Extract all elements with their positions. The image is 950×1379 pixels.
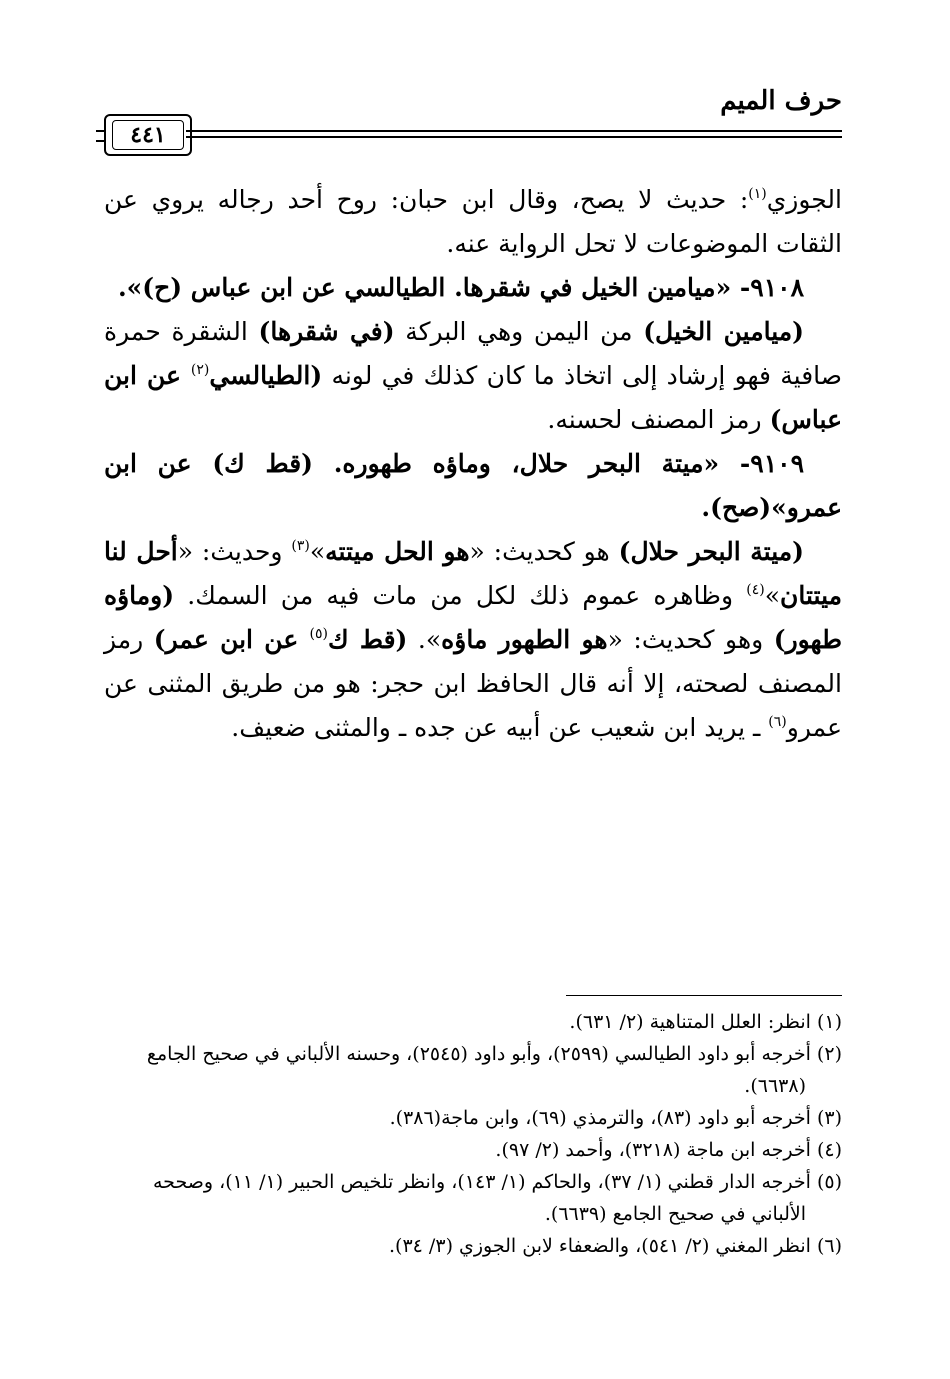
text-run: » [764,581,780,610]
text-run: ـ يريد ابن شعيب عن أبيه عن جده ـ والمثنى ضعيف. [231,713,769,742]
footnote-5 [104,1166,842,1198]
footnote-text: (٦) انظر المغني (٢/ ٥٤١)، والضعفاء لابن الجوزي (٣/ ٣٤). [389,1235,842,1257]
hadith-text: ٩١٠٩- «ميتة البحر حلال، وماؤه طهوره. (قط ك) عن ابن عمرو»(صح). [104,449,842,522]
commentary-9108 [104,310,842,442]
bold-term: هو الحل ميتته [325,537,470,566]
text-run: وحديث: « [177,537,292,566]
bold-term: عن ابن عمر) [153,625,310,654]
footnote-ref: (٦) [768,714,787,730]
footnote-5-continued [104,1198,842,1230]
main-text [104,178,842,750]
footnote-2-continued [104,1070,842,1102]
bold-term: هو الطهور ماؤه [441,625,608,654]
text-run: وهو كحديث: « [607,625,774,654]
text-run: » [309,537,326,566]
footnote-ref: (٢) [190,362,210,378]
footnote-text: (٣) أخرجه أبو داود (٨٣)، والترمذي (٦٩)، وابن ماجة(٣٨٦). [389,1107,842,1129]
footnote-text: (١) انظر: العلل المتناهية (٢/ ٦٣١). [569,1011,842,1033]
page-title: حرف الميم [720,86,842,116]
bold-term: (في شقرها) [258,317,395,346]
bold-term: (الطيالسي [209,361,323,390]
hadith-heading-9108 [104,266,842,310]
footnote-ref: (١) [748,186,767,202]
bold-term: (ميامين الخيل) [643,317,804,346]
page-number: ٤٤١ [112,120,184,150]
bold-term: (قط ك [327,625,408,654]
footnote-4 [104,1134,842,1166]
text-run: : حديث لا يصح، وقال ابن حبان: روح أحد رجاله يروي عن الثقات الموضوعات لا تحل الرواية عنه. [104,185,842,258]
text-run: الشقرة حمرة صافية فهو إرشاد إلى اتخاذ ما كان كذلك في لونه [104,317,842,390]
footnote-6 [104,1230,842,1262]
bold-term: عن ابن عباس) [104,361,842,434]
text-run: هو كحديث: « [469,537,619,566]
page-number-box [104,114,192,156]
bold-term: أحل لنا ميتتان [104,537,842,610]
hadith-heading-9109 [104,442,842,530]
footnote-text: (٤) أخرجه ابن ماجة (٣٢١٨)، وأحمد (٢/ ٩٧). [495,1139,842,1161]
footnote-text: (٥) أخرجه الدار قطني (١/ ٣٧)، والحاكم (١/ ١٤٣)، وانظر تلخيص الحبير (١/ ١١)، وصححه [153,1171,842,1193]
footnotes [104,1006,842,1262]
footnote-ref: (٤) [746,582,765,598]
text-run: من اليمن وهي البركة [394,317,644,346]
footnote-text: (٢) أخرجه أبو داود الطيالسي (٢٥٩٩)، وأبو داود (٢٥٤٥)، وحسنه الألباني في صحيح الجامع [146,1043,842,1065]
header-rule-second [186,136,842,138]
footnote-ref: (٥) [309,626,328,642]
text-run: رمز المصنف لصحته، إلا أنه قال الحافظ ابن حجر: هو من طريق المثنى عن عمرو [104,625,842,742]
bold-term: (وماؤه طهور) [104,581,842,654]
footnote-separator [566,995,842,996]
paragraph-intro [104,178,842,266]
footnote-2 [104,1038,842,1070]
header-rule-end [96,130,104,142]
commentary-9109 [104,530,842,750]
bold-term: (ميتة البحر حلال) [618,537,804,566]
footnote-ref: (٣) [291,538,310,554]
footnote-1 [104,1006,842,1038]
hadith-text: ٩١٠٨- «ميامين الخيل في شقرها. الطيالسي عن ابن عباس (ح)». [117,273,804,302]
header-rule [186,130,842,132]
text-run: وظاهره عموم ذلك لكل من مات فيه من السمك. [174,581,747,610]
footnote-3 [104,1102,842,1134]
text-run: الجوزي [766,185,842,214]
text-run: ». [407,625,442,654]
text-run: رمز المصنف لحسنه. [547,405,770,434]
footnote-text: (٦٦٣٨). [744,1075,806,1097]
footnote-text: الألباني في صحيح الجامع (٦٦٣٩). [544,1203,806,1225]
